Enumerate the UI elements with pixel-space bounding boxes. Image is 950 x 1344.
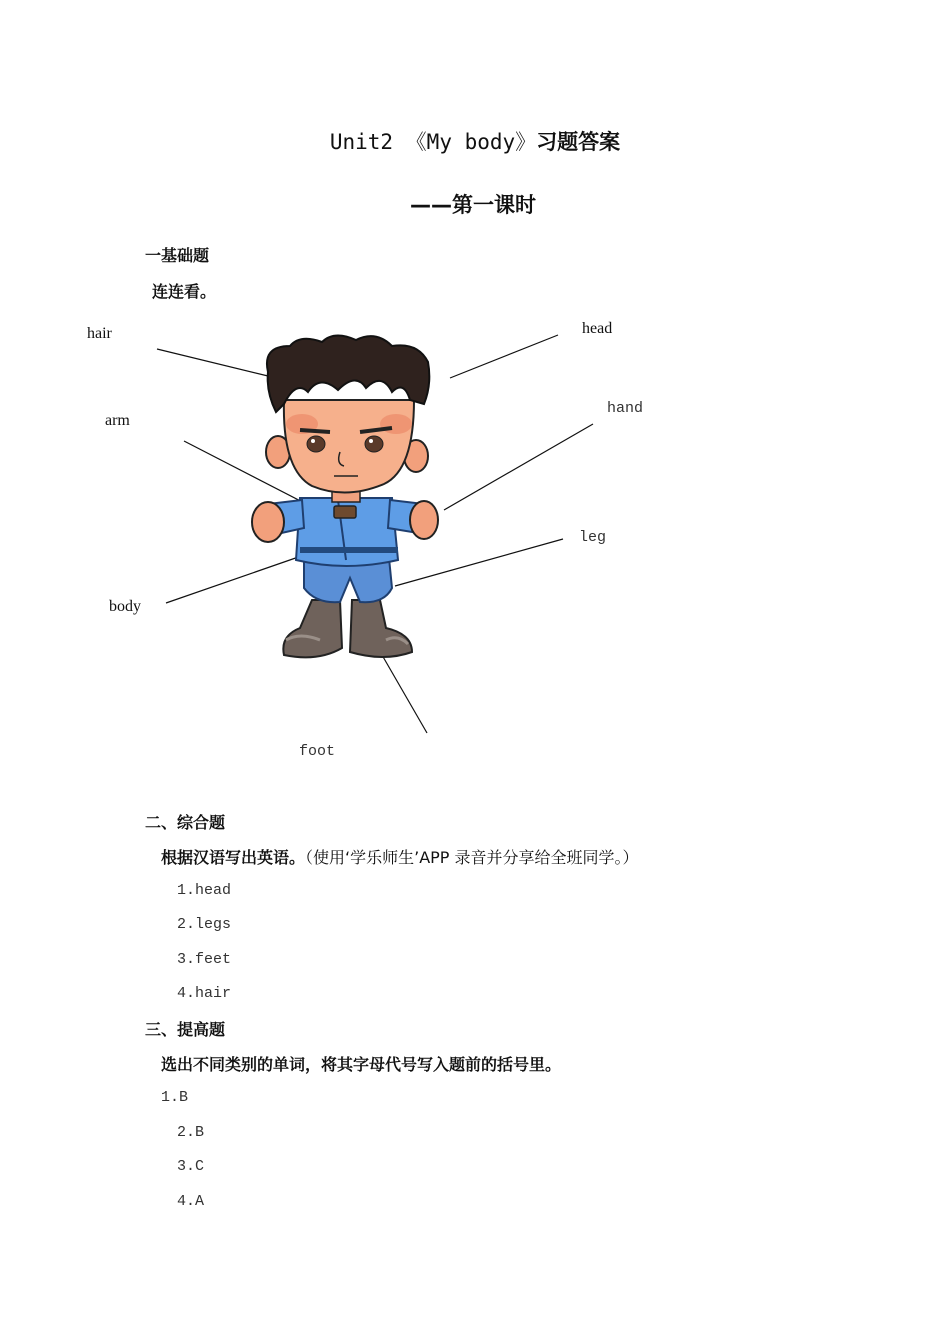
- boots: [283, 600, 412, 657]
- label-body: body: [109, 598, 141, 615]
- label-hair: hair: [87, 325, 112, 342]
- right-hand: [410, 501, 438, 539]
- section1-instruction: 连连看。: [152, 282, 217, 301]
- section2-instruction: [161, 845, 639, 868]
- section3-answer: 1.B: [161, 1089, 189, 1106]
- label-head: head: [582, 320, 613, 337]
- section2-heading: 二、综合题: [145, 813, 226, 832]
- section2-answer: 3.feet: [177, 951, 232, 968]
- section3-heading: 三、提高题: [145, 1020, 226, 1039]
- label-foot: foot: [299, 743, 336, 760]
- left-hand: [252, 502, 284, 542]
- section3-answer: 3.C: [177, 1158, 205, 1175]
- boy-illustration: [252, 335, 438, 657]
- line-head: [450, 335, 558, 378]
- title-suffix: 习题答案: [536, 130, 621, 154]
- section1-heading: 一基础题: [145, 246, 210, 265]
- section3-answer: 2.B: [177, 1124, 205, 1141]
- section3-answer: 4.A: [177, 1193, 205, 1210]
- section2-instruction-note: （使用‘学乐师生’APP 录音并分享给全班同学。）: [305, 848, 639, 867]
- section2-answer: 4.hair: [177, 985, 232, 1002]
- line-hand: [444, 424, 593, 510]
- label-leg: leg: [579, 529, 607, 546]
- line-leg: [395, 539, 563, 586]
- label-hand: hand: [607, 400, 644, 417]
- face: [284, 400, 414, 493]
- title-prefix: Unit2 《My body》: [329, 130, 537, 154]
- line-body: [166, 553, 310, 603]
- line-hair: [157, 349, 268, 376]
- section3-instruction: 选出不同类别的单词，将其字母代号写入题前的括号里。: [161, 1055, 562, 1074]
- line-foot: [382, 655, 427, 733]
- label-arm: arm: [105, 412, 130, 429]
- section2-instruction-bold: 根据汉语写出英语。: [161, 848, 306, 867]
- section2-answer: 1.head: [177, 882, 232, 899]
- section2-answer: 2.legs: [177, 916, 232, 933]
- page-subtitle: ——第一课时: [410, 193, 536, 217]
